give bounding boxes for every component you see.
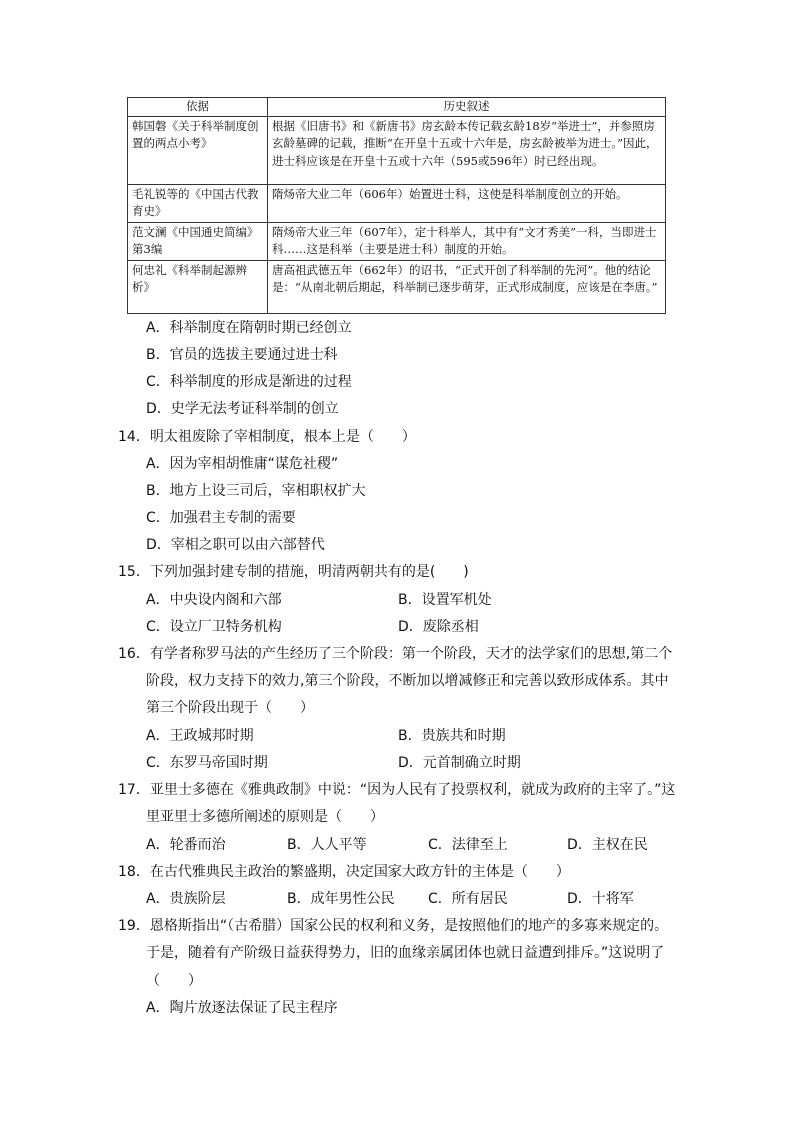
q18-option-c: C．所有居民	[428, 891, 508, 907]
q14-option-d: D．宰相之职可以由六部替代	[146, 537, 325, 553]
q14-option-a: A．因为宰相胡惟庸“谋危社稷”	[146, 456, 339, 472]
row-narrative: 隋炀帝大业三年（607年），定十科举人，其中有“文才秀美”一科，当即进士科……这是科举（主要是进士科）制度的开始。	[268, 222, 666, 260]
q18-stem: 18．在古代雅典民主政治的繁盛期，决定国家大政方针的主体是（ ）	[118, 864, 570, 880]
table-row	[128, 184, 666, 222]
q17-stem-line1: 17．亚里士多德在《雅典政制》中说：“因为人民有了投票权利，就成为政府的主宰了。”这	[118, 782, 676, 798]
table-header-row	[128, 98, 666, 117]
q19-stem-line3: （ ）	[146, 973, 202, 989]
q16-option-d: D．元首制确立时期	[398, 755, 521, 771]
q18-option-b: B．成年男性公民	[287, 891, 395, 907]
q15-option-a: A．中央设内阁和六部	[146, 592, 282, 608]
header-basis: 依据	[128, 98, 268, 117]
row-narrative: 根据《旧唐书》和《新唐书》房玄龄本传记载玄龄18岁“举进士”，并参照房玄龄墓碑的记载，推断“在开皇十五或十六年是，房玄龄被举为进士。”因此，进士科应该是在开皇十五或十六年（595或596年）时已经出现。	[268, 116, 666, 184]
q17-option-c: C．法律至上	[428, 837, 508, 853]
q19-stem-line2: 于是，随着有产阶级日益获得势力，旧的血缘亲属团体也就日益遭到排斥。”这说明了	[146, 945, 665, 961]
q15-option-b: B．设置军机处	[398, 592, 492, 608]
header-narrative: 历史叙述	[268, 98, 666, 117]
q14-option-b: B．地方上设三司后，宰相职权扩大	[146, 483, 366, 499]
row-source: 范文澜《中国通史简编》第3编	[128, 222, 268, 260]
row-source: 何忠礼《科举制起源辨析》	[128, 260, 268, 313]
q13-option-d: D．史学无法考证科举制的创立	[146, 401, 339, 417]
table-row	[128, 260, 666, 313]
q15-option-d: D．废除丞相	[398, 619, 479, 635]
q13-option-a: A．科举制度在隋朝时期已经创立	[146, 320, 352, 336]
q19-stem-line1: 19．恩格斯指出“（古希腊）国家公民的权利和义务，是按照他们的地产的多寡来规定的。	[118, 918, 669, 934]
q16-stem-line3: 第三个阶段出现于（ ）	[146, 700, 314, 716]
table-row	[128, 116, 666, 184]
q17-option-a: A．轮番而治	[146, 837, 226, 853]
q18-option-d: D．十将军	[567, 891, 634, 907]
q16-option-b: B．贵族共和时期	[398, 728, 506, 744]
q17-stem-line2: 里亚里士多德所阐述的原则是（ ）	[146, 809, 384, 825]
q17-option-b: B．人人平等	[287, 837, 367, 853]
q15-stem: 15．下列加强封建专制的措施，明清两朝共有的是( )	[118, 564, 469, 580]
q16-stem-line2: 阶段，权力支持下的效力,第三个阶段，不断加以增减修正和完善以致形成体系。其中	[146, 673, 669, 689]
row-source: 韩国磐《关于科举制度创置的两点小考》	[128, 116, 268, 184]
q16-option-a: A．王政城邦时期	[146, 728, 254, 744]
q19-option-a: A．陶片放逐法保证了民主程序	[146, 1000, 338, 1016]
row-narrative: 隋炀帝大业二年（606年）始置进士科，这使是科举制度创立的开始。	[268, 184, 666, 222]
q16-option-c: C．东罗马帝国时期	[146, 755, 268, 771]
table-row	[128, 222, 666, 260]
q14-option-c: C．加强君主专制的需要	[146, 510, 296, 526]
row-source: 毛礼锐等的《中国古代教育史》	[128, 184, 268, 222]
q16-stem-line1: 16．有学者称罗马法的产生经历了三个阶段：第一个阶段，天才的法学家们的思想,第二个	[118, 646, 673, 662]
historical-evidence-table	[127, 97, 666, 314]
q13-option-b: B．官员的选拔主要通过进士科	[146, 347, 338, 363]
q17-option-d: D．主权在民	[567, 837, 648, 853]
row-narrative: 唐高祖武德五年（662年）的诏书，“正式开创了科举制的先河”。他的结论是：“从南北朝后期起，科举制已逐步萌芽，正式形成制度，应该是在李唐。”	[268, 260, 666, 313]
q18-option-a: A．贵族阶层	[146, 891, 226, 907]
q14-stem: 14．明太祖废除了宰相制度，根本上是（ ）	[118, 429, 416, 445]
q13-option-c: C．科举制度的形成是渐进的过程	[146, 374, 352, 390]
q15-option-c: C．设立厂卫特务机构	[146, 619, 282, 635]
